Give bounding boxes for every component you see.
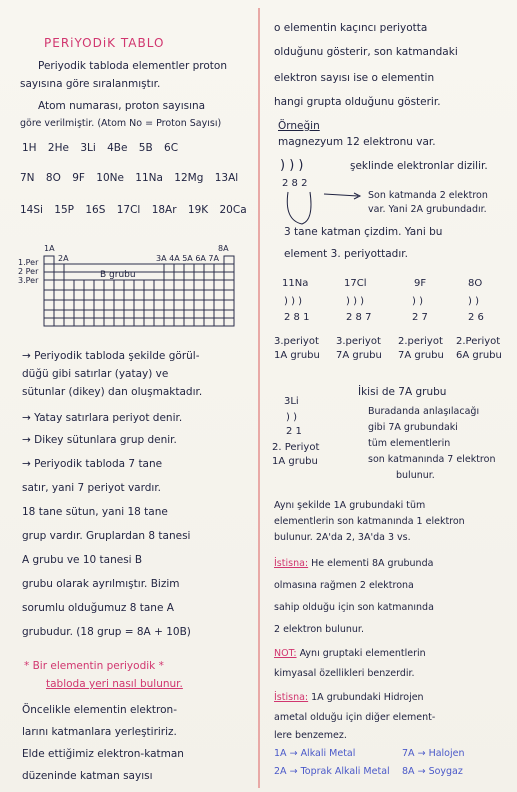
para-line: → Periyodik tabloda 7 tane: [22, 458, 163, 470]
right-line: sahip olduğu için son katmanında: [274, 602, 434, 613]
element: 10Ne: [96, 172, 124, 184]
para-line: 18 tane sütun, yani 18 tane: [22, 506, 168, 518]
group-label: 6A grubu: [456, 350, 502, 361]
right-line: lere benzemez.: [274, 730, 347, 741]
element: 19K: [187, 204, 209, 216]
right-line: o elementin kaçıncı periyotta: [274, 22, 428, 34]
shell-numbers: 2 1: [286, 426, 302, 437]
explanation-line: bulunur.: [396, 470, 435, 481]
element: 3Li: [80, 142, 96, 154]
mg-note-1: Son katmanda 2 elektron: [368, 190, 488, 201]
shell-numbers: 2 6: [468, 312, 484, 323]
legend-value: Halojen: [428, 748, 465, 759]
shell-numbers: 2 8 7: [346, 312, 372, 323]
symbol: 17Cl: [344, 278, 367, 289]
column-divider: [258, 8, 260, 788]
note-label: NOT:: [274, 648, 297, 659]
symbol: 9F: [414, 278, 427, 289]
element: 12Mg: [174, 172, 204, 184]
right-line: ametal olduğu için diğer element-: [274, 712, 436, 723]
element: 11Na: [135, 172, 163, 184]
right-line: hangi grupta olduğunu gösterir.: [274, 96, 441, 108]
label-per-3: 3.Per: [18, 276, 39, 285]
periodic-table-sketch: [18, 244, 250, 344]
para-line: düğü gibi satırlar (yatay) ve: [22, 368, 169, 380]
periodic-grid: [18, 244, 250, 344]
mg-shell-arcs: ) ) ): [280, 158, 304, 173]
element: 4Be: [107, 142, 128, 154]
exception-text: He elementi 8A grubunda: [311, 558, 434, 569]
mg-caption: şeklinde elektronlar dizilir.: [350, 160, 488, 172]
note-text: Aynı gruptaki elementlerin: [299, 648, 426, 659]
legend-key: 2A →: [274, 766, 298, 777]
shell-numbers: 2 8 1: [284, 312, 310, 323]
symbol: 11Na: [282, 278, 309, 289]
intro-line-2: sayısına göre sıralanmıştır.: [20, 78, 161, 90]
exception-label: İstisna:: [274, 692, 309, 703]
element: 7N: [20, 172, 35, 184]
answer-line: Elde ettiğimiz elektron-katman: [22, 748, 184, 760]
shell-arcs: ) ): [286, 412, 297, 423]
right-line: kimyasal özellikleri benzerdir.: [274, 668, 415, 679]
both-7a-label: İkisi de 7A grubu: [358, 386, 447, 398]
shell-arcs: ) ) ): [284, 296, 303, 307]
group-label: 1A grubu: [272, 456, 318, 467]
exception-2: [274, 692, 424, 704]
question-heading-2: tabloda yeri nasıl bulunur.: [46, 678, 183, 690]
explanation-line: Buradanda anlaşılacağı: [368, 406, 480, 417]
para-line: → Dikey sütunlara grup denir.: [22, 434, 177, 446]
mg-shell-numbers: 2 8 2: [282, 178, 308, 189]
answer-line: düzeninde katman sayısı: [22, 770, 153, 782]
shell-arcs: ) ): [468, 296, 479, 307]
intro-line-1: Periyodik tabloda elementler proton: [38, 60, 227, 72]
legend-8a: [402, 766, 463, 778]
label-per-1: 1.Per: [18, 258, 39, 267]
legend-value: Alkali Metal: [300, 748, 356, 759]
element: 1H: [22, 142, 37, 154]
para-line: satır, yani 7 periyot vardır.: [22, 482, 162, 494]
element: 15P: [54, 204, 74, 216]
legend-key: 1A →: [274, 748, 298, 759]
symbol: 3Li: [284, 396, 299, 407]
legend-value: Soygaz: [428, 766, 463, 777]
element: 9F: [72, 172, 85, 184]
element: 13Al: [214, 172, 239, 184]
exception-text: 1A grubundaki Hidrojen: [311, 692, 424, 703]
period-label: 2.Periyot: [456, 336, 501, 347]
period-label: 3.periyot: [274, 336, 319, 347]
explanation-line: gibi 7A grubundaki: [368, 422, 458, 433]
element: 14Si: [20, 204, 43, 216]
exception-label: İstisna:: [274, 558, 309, 569]
label-2A: 2A: [58, 254, 69, 263]
note: [274, 648, 426, 660]
period-label: 2.periyot: [398, 336, 443, 347]
element: 2He: [47, 142, 69, 154]
element-row-3: [20, 204, 255, 217]
element: 16S: [85, 204, 106, 216]
legend-2a: [274, 766, 390, 778]
para-line: sorumlu olduğumuz 8 tane A: [22, 602, 174, 614]
right-line: bulunur. 2A'da 2, 3A'da 3 vs.: [274, 532, 411, 543]
symbol: 8O: [468, 278, 483, 289]
element: 17Cl: [116, 204, 141, 216]
answer-line: larını katmanlara yerleştiririz.: [22, 726, 177, 738]
label-8A: 8A: [218, 244, 229, 253]
right-line: 3 tane katman çizdim. Yani bu: [284, 226, 443, 238]
right-line: 2 elektron bulunur.: [274, 624, 364, 635]
para-line: grubudur. (18 grup = 8A + 10B): [22, 626, 191, 638]
label-group-A: 3A 4A 5A 6A 7A: [156, 254, 219, 263]
question-heading-1: * Bir elementin periyodik *: [24, 660, 164, 672]
right-line: elementlerin son katmanında 1 elektron: [274, 516, 465, 527]
para-line: sütunlar (dikey) dan oluşmaktadır.: [22, 386, 203, 398]
right-line: olmasına rağmen 2 elektrona: [274, 580, 414, 591]
para-line: grup vardır. Gruplardan 8 tanesi: [22, 530, 191, 542]
label-1A: 1A: [44, 244, 55, 253]
group-label: 1A grubu: [274, 350, 320, 361]
intro-line-4: göre verilmiştir. (Atom No = Proton Sayısı): [20, 118, 222, 129]
period-label: 2. Periyot: [272, 442, 320, 453]
element: 20Ca: [219, 204, 247, 216]
element: 8O: [45, 172, 61, 184]
label-b-group: B grubu: [100, 270, 136, 280]
para-line: A grubu ve 10 tanesi B: [22, 554, 143, 566]
intro-line-3: Atom numarası, proton sayısına: [38, 100, 206, 112]
group-label: 7A grubu: [336, 350, 382, 361]
page-title: PERiYODiK TABLO: [44, 36, 165, 50]
legend-key: 8A →: [402, 766, 426, 777]
explanation-line: son katmanında 7 elektron: [368, 454, 496, 465]
right-line: element 3. periyottadır.: [284, 248, 408, 260]
element: 6C: [164, 142, 179, 154]
label-per-2: 2 Per: [18, 267, 39, 276]
exception-1: [274, 558, 433, 570]
legend-key: 7A →: [402, 748, 426, 759]
element: 18Ar: [151, 204, 177, 216]
answer-line: Öncelikle elementin elektron-: [22, 704, 177, 716]
example-label: Örneğin: [278, 120, 320, 132]
para-line: → Yatay satırlara periyot denir.: [22, 412, 183, 424]
right-line: magnezyum 12 elektronu var.: [278, 136, 436, 148]
shell-arcs: ) ): [412, 296, 423, 307]
element: 5B: [138, 142, 153, 154]
legend-7a: [402, 748, 464, 760]
explanation-line: tüm elementlerin: [368, 438, 451, 449]
shell-numbers: 2 7: [412, 312, 428, 323]
element-row-1: [22, 142, 186, 155]
right-line: elektron sayısı ise o elementin: [274, 72, 435, 84]
mg-note-2: var. Yani 2A grubundadır.: [368, 204, 487, 215]
legend-1a: [274, 748, 355, 760]
right-line: olduğunu gösterir, son katmandaki: [274, 46, 458, 58]
right-line: Aynı şekilde 1A grubundaki tüm: [274, 500, 426, 511]
group-label: 7A grubu: [398, 350, 444, 361]
para-line: grubu olarak ayrılmıştır. Bizim: [22, 578, 180, 590]
shell-arcs: ) ) ): [346, 296, 365, 307]
legend-value: Toprak Alkali Metal: [300, 766, 390, 777]
element-row-2: [20, 172, 246, 185]
period-label: 3.periyot: [336, 336, 381, 347]
para-line: → Periyodik tabloda şekilde görül-: [22, 350, 200, 362]
